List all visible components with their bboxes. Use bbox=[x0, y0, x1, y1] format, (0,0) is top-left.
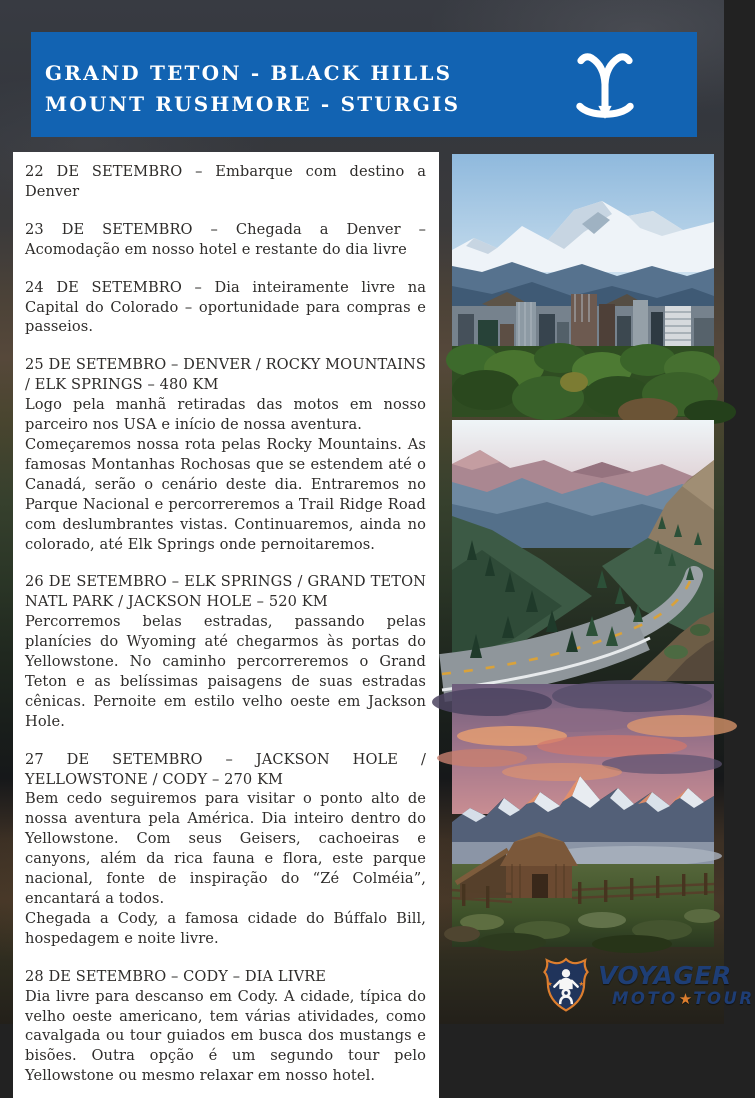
brand-word-voyager: VOYAGER bbox=[598, 960, 732, 990]
day-paragraph: Logo pela manhã retiradas das motos em nosso parceiro nos USA e início de nossa aventura. bbox=[25, 396, 426, 434]
motorcycle-rider-badge-icon bbox=[541, 956, 591, 1014]
day-paragraph: 23 DE SETEMBRO – Chegada a Denver – Acomodação em nosso hotel e restante do dia livre bbox=[25, 220, 426, 258]
title-banner bbox=[31, 32, 697, 137]
brand-star-icon: ★ bbox=[678, 989, 693, 1008]
day-23-sep bbox=[25, 220, 426, 260]
day-heading: 27 DE SETEMBRO – JACKSON HOLE / YELLOWSTONE / CODY – 270 KM bbox=[25, 750, 426, 788]
tour-title-line1: GRAND TETON - BLACK HILLS bbox=[45, 61, 453, 85]
day-heading: 28 DE SETEMBRO – CODY – DIA LIVRE bbox=[25, 967, 327, 985]
trail-ridge-road-photo bbox=[452, 420, 714, 681]
day-26-sep bbox=[25, 572, 426, 731]
yellowstone-y-brand-icon bbox=[567, 41, 643, 127]
brand-wordmark bbox=[598, 960, 755, 1008]
day-paragraph: Chegada a Cody, a famosa cidade do Búffalo Bill, hospedagem e noite livre. bbox=[25, 909, 426, 947]
day-22-sep bbox=[25, 162, 426, 202]
day-28-sep bbox=[25, 967, 426, 1086]
day-paragraph: 24 DE SETEMBRO – Dia inteiramente livre na Capital do Colorado – oportunidade para compras e passeios. bbox=[25, 278, 426, 336]
day-paragraph: Percorremos belas estradas, passando pelas planícies do Wyoming até chegarmos às portas do Yellowstone. No caminho percorreremos o Grand Teton e as belíssimas paisagens de suas estradas cênicas. Pernoite em estilo velho oeste em Jackson Hole. bbox=[25, 613, 426, 730]
day-27-sep bbox=[25, 750, 426, 949]
day-paragraph: 22 DE SETEMBRO – Embarque com destino a Denver bbox=[25, 163, 426, 200]
itinerary-card bbox=[13, 152, 439, 1098]
day-paragraph: Dia livre para descanso em Cody. A cidade, típica do velho oeste americano, tem várias atividades, como cavalgada ou tour guiados em busca dos mustangs e bisões. Outra opção é um segundo tour pelo Yellowstone ou mesmo relaxar em nosso hotel. bbox=[25, 987, 426, 1085]
day-paragraph: Bem cedo seguiremos para visitar o ponto alto de nossa aventura pela América. Dia inteiro dentro do Yellowstone. Com seus Geisers, cachoeiras e canyons, além da rica fauna e flora, este parque nacional, fonte de inspiração do “Zé Colméia”, encantará a todos. bbox=[25, 790, 426, 907]
day-25-sep bbox=[25, 355, 426, 554]
denver-skyline-photo bbox=[452, 154, 714, 417]
brand-word-tour: TOUR bbox=[693, 988, 755, 1008]
tour-title-line2: MOUNT RUSHMORE - STURGIS bbox=[45, 92, 461, 116]
day-heading: 26 DE SETEMBRO – ELK SPRINGS / GRAND TETON NATL PARK / JACKSON HOLE – 520 KM bbox=[25, 573, 426, 611]
voyager-moto-tour-logo bbox=[541, 955, 755, 1015]
brand-word-moto-tour bbox=[598, 988, 755, 1008]
badge-star-right: ★ bbox=[578, 979, 585, 988]
day-paragraph: Começaremos nossa rota pelas Rocky Mountains. As famosas Montanhas Rochosas que se estendem até o Canadá, serão o cenário deste dia. Entraremos no Parque Nacional e percorreremos a Trail Ridge Road com deslumbrantes vistas. Continuaremos, ainda no colorado, até Elk Springs onde pernoitaremos. bbox=[25, 435, 426, 553]
badge-star-left: ★ bbox=[546, 979, 553, 988]
day-24-sep bbox=[25, 278, 426, 338]
day-heading: 25 DE SETEMBRO – DENVER / ROCKY MOUNTAINS / ELK SPRINGS – 480 KM bbox=[25, 356, 426, 394]
grand-teton-barn-photo bbox=[452, 684, 714, 947]
brand-word-moto: MOTO bbox=[612, 988, 678, 1008]
